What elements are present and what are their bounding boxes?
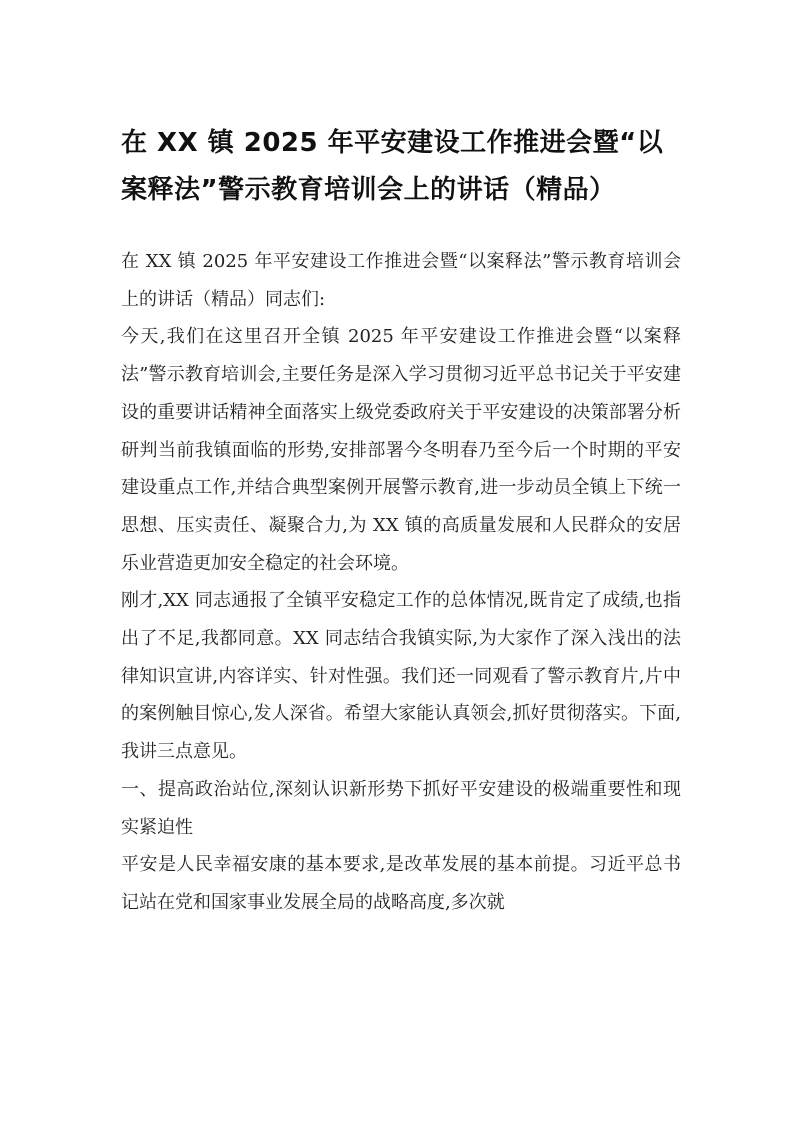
paragraph-opening: 在 XX 镇 2025 年平安建设工作推进会暨“以案释法”警示教育培训会上的讲话（精品）同志们:: [121, 251, 681, 310]
paragraph-review: 刚才,XX 同志通报了全镇平安稳定工作的总体情况,既肯定了成绩,也指出了不足,我都同意。XX 同志结合我镇实际,为大家作了深入浅出的法律知识宣讲,内容详实、针对性强。我们还一同观看了警示教育片,片中的案例触目惊心,发人深省。希望大家能认真领会,抓好贯彻落实。下面,我讲三点意见。: [121, 590, 681, 763]
section-heading-1: 一、提高政治站位,深刻认识新形势下抓好平安建设的极端重要性和现实紧迫性: [121, 778, 681, 838]
paragraph-meeting-purpose: 今天,我们在这里召开全镇 2025 年平安建设工作推进会暨“以案释法”警示教育培训会,主要任务是深入学习贯彻习近平总书记关于平安建设的重要讲话精神全面落实上级党委政府关于平安建设的决策部署分析研判当前我镇面临的形势,安排部署今冬明春乃至今后一个时期的平安建设重点工作,并结合典型案例开展警示教育,进一步动员全镇上下统一思想、压实责任、凝聚合力,为 XX 镇的高质量发展和人民群众的安居乐业营造更加安全稳定的社会环境。: [121, 326, 681, 574]
document-body: [121, 243, 681, 922]
paragraph-section-1: 平安是人民幸福安康的基本要求,是改革发展的基本前提。习近平总书记站在党和国家事业发展全局的战略高度,多次就: [121, 854, 681, 913]
document-title: 在 XX 镇 2025 年平安建设工作推进会暨“以案释法”警示教育培训会上的讲话（精品）: [121, 128, 664, 205]
